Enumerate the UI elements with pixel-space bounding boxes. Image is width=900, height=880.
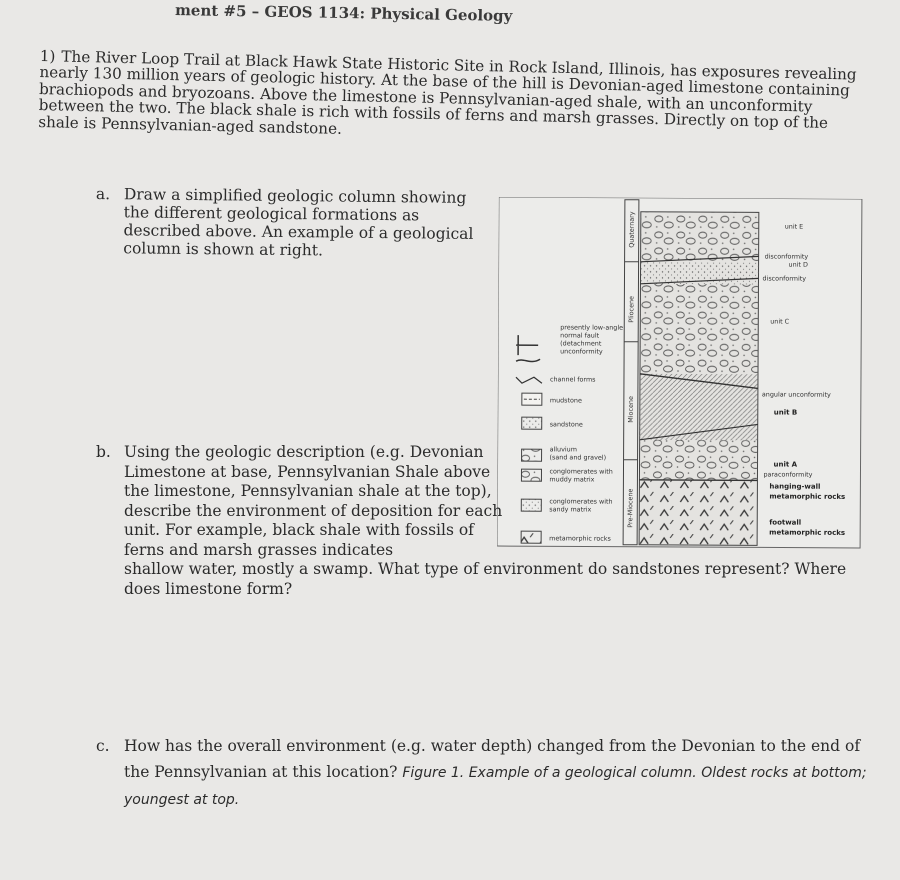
legend-unconformity: unconformity bbox=[560, 347, 603, 356]
age-miocene: Miocene bbox=[626, 396, 635, 423]
label-unit-c: unit C bbox=[770, 317, 790, 326]
problem-intro bbox=[38, 48, 860, 149]
label-footwall-2: metamorphic rocks bbox=[769, 528, 846, 537]
label-footwall-1: footwall bbox=[769, 518, 802, 527]
legend-conglomerate-sand-1: conglomerates with bbox=[549, 497, 613, 506]
legend-conglomerate-mud-1: conglomerates with bbox=[549, 467, 613, 476]
legend-fault-2: normal fault bbox=[560, 331, 600, 340]
legend-channel: channel forms bbox=[549, 375, 596, 384]
legend-conglomerate-mud-2: muddy matrix bbox=[549, 475, 595, 484]
age-quaternary: Quaternary bbox=[627, 211, 636, 248]
label-unit-a: unit A bbox=[773, 460, 798, 469]
question-b bbox=[96, 443, 876, 599]
label-hanging-wall-2: metamorphic rocks bbox=[769, 492, 846, 501]
label-paraconformity: paraconformity bbox=[763, 470, 813, 479]
question-a-text: Draw a simplified geologic column showing the different geological formations as described above. An example of a geological column is shown at right. bbox=[123, 185, 474, 260]
question-b-text-part2: shallow water, mostly a swamp. What type of environment do sandstones represent? Where does limestone form? bbox=[124, 560, 847, 598]
legend-mudstone: mudstone bbox=[549, 396, 582, 405]
problem-number: 1) bbox=[39, 47, 56, 66]
legend-fault-3: (detachment bbox=[560, 339, 602, 348]
question-a bbox=[95, 185, 476, 261]
legend-conglomerate-sand-2: sandy matrix bbox=[549, 505, 592, 514]
question-c-body bbox=[124, 733, 876, 813]
label-hanging-wall-1: hanging-wall bbox=[769, 482, 821, 491]
label-disconformity-2: disconformity bbox=[762, 274, 807, 283]
legend-metamorphic: metamorphic rocks bbox=[549, 534, 611, 543]
legend-fault-1: presently low-angle bbox=[560, 323, 624, 332]
problem-text: The River Loop Trail at Black Hawk State Historic Site in Rock Island, Illinois, has exposures revealing nearly 130 million years of geologic history. At the base of the hill is Devonian-aged limestone containing brachiopods and bryozoans. Above the limestone is Pennsylvanian-aged shale, with an unconformity between the two. The black shale is rich with fossils of ferns and marsh grasses. Directly on top of the shale is Pennsylvanian-aged sandstone. bbox=[38, 47, 857, 138]
age-pliocene: Pliocene bbox=[627, 295, 636, 323]
question-b-label: b. bbox=[96, 443, 111, 461]
label-unit-e: unit E bbox=[784, 222, 804, 231]
figure-caption: Figure 1. Example of a geological column. Oldest rocks at bottom; youngest at top. bbox=[124, 765, 867, 808]
layer-unit-e bbox=[641, 212, 759, 263]
question-c-text: How has the overall environment (e.g. water depth) changed from the Devonian to the end of the Pennsylvanian at this location? bbox=[124, 737, 861, 781]
label-angular-unconformity: angular unconformity bbox=[761, 390, 831, 399]
question-a-label: a. bbox=[95, 185, 111, 204]
layer-unit-b bbox=[640, 374, 758, 441]
legend-sandstone: sandstone bbox=[549, 420, 583, 429]
question-c-label: c. bbox=[96, 737, 110, 755]
question-c bbox=[96, 733, 876, 813]
legend-alluvium-2: (sand and gravel) bbox=[549, 453, 607, 462]
age-pre-miocene: Pre-Miocene bbox=[626, 488, 635, 528]
question-b-body bbox=[124, 443, 876, 599]
label-unit-b: unit B bbox=[773, 408, 798, 417]
page-header: ment #5 – GEOS 1134: Physical Geology bbox=[174, 1, 513, 25]
legend-alluvium-1: alluvium bbox=[549, 445, 577, 454]
question-b-text-part1: Using the geologic description (e.g. Devonian Limestone at base, Pennsylvanian Shale above the limestone, Pennsylvanian shale at the top), describe the environment of deposition for each unit. For example, black shale with fossils of ferns and marsh grasses indicates bbox=[124, 443, 503, 559]
label-unit-d: unit D bbox=[788, 260, 808, 269]
layer-unit-c bbox=[640, 284, 758, 375]
label-disconformity-1: disconformity bbox=[764, 252, 809, 261]
